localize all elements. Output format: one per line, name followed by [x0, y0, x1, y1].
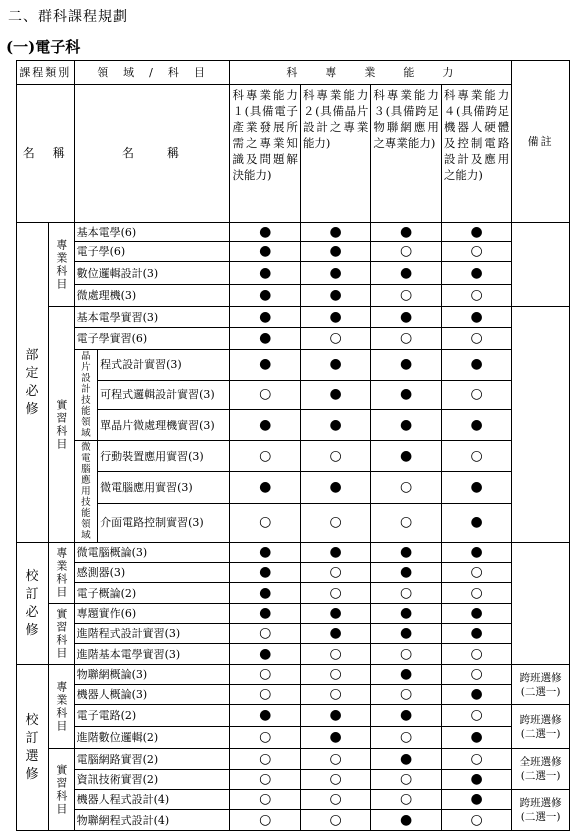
table-row	[17, 307, 570, 328]
course-name: 資訊技術實習(2)	[74, 770, 230, 790]
filled-circle-icon: ●	[230, 583, 300, 604]
course-name: 電腦網路實習(2)	[74, 749, 230, 770]
filled-circle-icon: ●	[300, 472, 370, 503]
filled-circle-icon: ●	[441, 604, 511, 624]
filled-circle-icon: ●	[300, 350, 370, 381]
course-name: 機器人程式設計(4)	[74, 790, 230, 810]
table-row	[17, 810, 570, 831]
course-name: 可程式邏輯設計實習(3)	[98, 380, 230, 409]
filled-circle-icon: ●	[441, 543, 511, 563]
empty-circle-icon: ○	[441, 644, 511, 665]
filled-circle-icon: ●	[371, 380, 441, 409]
subcategory	[49, 665, 75, 749]
filled-circle-icon: ●	[371, 223, 441, 242]
course-name: 進階基本電學實習(3)	[74, 644, 230, 665]
filled-circle-icon: ●	[371, 604, 441, 624]
empty-circle-icon: ○	[371, 583, 441, 604]
empty-circle-icon: ○	[371, 770, 441, 790]
table-row	[17, 583, 570, 604]
empty-circle-icon: ○	[300, 583, 370, 604]
filled-circle-icon: ●	[230, 604, 300, 624]
empty-circle-icon: ○	[230, 810, 300, 831]
table-row	[17, 328, 570, 350]
empty-circle-icon: ○	[441, 810, 511, 831]
competency-1: 科專業能力１(具備電子產業發展所需之專業知識及問題解決能力)	[230, 85, 300, 223]
filled-circle-icon: ●	[441, 262, 511, 285]
filled-circle-icon: ●	[371, 749, 441, 770]
table-row	[17, 262, 570, 285]
filled-circle-icon: ●	[441, 503, 511, 543]
empty-circle-icon: ○	[371, 503, 441, 543]
filled-circle-icon: ●	[441, 624, 511, 644]
table-row	[17, 410, 570, 441]
course-name: 微電腦應用實習(3)	[98, 472, 230, 503]
empty-circle-icon: ○	[371, 328, 441, 350]
filled-circle-icon: ●	[230, 563, 300, 583]
filled-circle-icon: ●	[441, 727, 511, 749]
empty-circle-icon: ○	[300, 790, 370, 810]
filled-circle-icon: ●	[300, 705, 370, 727]
competency-3: 科專業能力３(具備跨足物聯網應用之專業能力)	[371, 85, 441, 223]
filled-circle-icon: ●	[371, 350, 441, 381]
filled-circle-icon: ●	[230, 472, 300, 503]
filled-circle-icon: ●	[441, 307, 511, 328]
filled-circle-icon: ●	[371, 543, 441, 563]
course-name: 行動裝置應用實習(3)	[98, 441, 230, 472]
header-category-type: 課程類別	[17, 61, 75, 85]
course-name: 專題實作(6)	[74, 604, 230, 624]
empty-circle-icon: ○	[300, 810, 370, 831]
remark-note: 全班選修(二選一)	[512, 749, 570, 790]
course-name: 微電腦概論(3)	[74, 543, 230, 563]
table-row	[17, 223, 570, 242]
empty-circle-icon: ○	[441, 705, 511, 727]
department-heading: (一)電子科	[6, 38, 81, 56]
empty-circle-icon: ○	[441, 665, 511, 685]
filled-circle-icon: ●	[300, 727, 370, 749]
table-row	[17, 624, 570, 644]
empty-circle-icon: ○	[441, 380, 511, 409]
table-row	[17, 604, 570, 624]
filled-circle-icon: ●	[230, 705, 300, 727]
competency-4: 科專業能力４(具備跨足機器人硬體及控制電路設計及應用之能力)	[441, 85, 511, 223]
table-row	[17, 380, 570, 409]
filled-circle-icon: ●	[230, 242, 300, 262]
table-row	[17, 644, 570, 665]
table-row	[17, 242, 570, 262]
empty-circle-icon: ○	[441, 441, 511, 472]
empty-circle-icon: ○	[230, 749, 300, 770]
filled-circle-icon: ●	[371, 665, 441, 685]
filled-circle-icon: ●	[371, 262, 441, 285]
empty-circle-icon: ○	[300, 749, 370, 770]
empty-circle-icon: ○	[441, 749, 511, 770]
category-group: 校訂選修	[17, 665, 49, 831]
header-remark: 備註	[512, 61, 570, 223]
subcategory	[49, 223, 75, 307]
subcategory	[49, 604, 75, 665]
course-name: 程式設計實習(3)	[98, 350, 230, 381]
filled-circle-icon: ●	[371, 705, 441, 727]
skill-field	[74, 350, 97, 441]
table-row	[17, 350, 570, 381]
header-name-right: 名 稱	[74, 85, 230, 223]
filled-circle-icon: ●	[230, 328, 300, 350]
header-name-left: 名 稱	[17, 85, 75, 223]
empty-circle-icon: ○	[230, 770, 300, 790]
remark-cell	[512, 543, 570, 665]
empty-circle-icon: ○	[230, 685, 300, 705]
table-row	[17, 685, 570, 705]
filled-circle-icon: ●	[441, 472, 511, 503]
remark-cell	[512, 223, 570, 307]
header-domain-subject: 領 域 / 科 目	[74, 61, 230, 85]
subcategory-label: 專業科目	[54, 238, 68, 291]
filled-circle-icon: ●	[371, 307, 441, 328]
header-competency: 科 專 業 能 力	[230, 61, 512, 85]
empty-circle-icon: ○	[300, 685, 370, 705]
remark-note: 跨班選修(二選一)	[512, 665, 570, 705]
filled-circle-icon: ●	[371, 410, 441, 441]
category-group: 部定必修	[17, 223, 49, 543]
subcategory-label: 專業科目	[54, 547, 68, 599]
empty-circle-icon: ○	[230, 503, 300, 543]
course-name: 數位邏輯設計(3)	[74, 262, 230, 285]
filled-circle-icon: ●	[300, 223, 370, 242]
filled-circle-icon: ●	[441, 410, 511, 441]
table-row	[17, 749, 570, 770]
course-name: 電子學(6)	[74, 242, 230, 262]
empty-circle-icon: ○	[300, 503, 370, 543]
filled-circle-icon: ●	[300, 380, 370, 409]
skill-field-label: 微電腦應用技能領域	[81, 442, 91, 541]
empty-circle-icon: ○	[441, 583, 511, 604]
subcategory	[49, 749, 75, 831]
table-row	[17, 472, 570, 503]
course-name: 物聯網程式設計(4)	[74, 810, 230, 831]
filled-circle-icon: ●	[371, 624, 441, 644]
section-heading: 二、群科課程規劃	[8, 9, 128, 25]
filled-circle-icon: ●	[230, 262, 300, 285]
subcategory-label: 專業科目	[54, 680, 68, 733]
course-name: 基本電學實習(3)	[74, 307, 230, 328]
empty-circle-icon: ○	[371, 685, 441, 705]
table-row	[17, 441, 570, 472]
course-name: 電子學實習(6)	[74, 328, 230, 350]
empty-circle-icon: ○	[230, 441, 300, 472]
remark-note: 跨班選修(二選一)	[512, 790, 570, 831]
skill-field-label: 晶片設計技能領域	[81, 351, 91, 439]
table-row	[17, 665, 570, 685]
empty-circle-icon: ○	[441, 242, 511, 262]
category-group: 校訂必修	[17, 543, 49, 665]
course-name: 進階數位邏輯(2)	[74, 727, 230, 749]
filled-circle-icon: ●	[230, 410, 300, 441]
empty-circle-icon: ○	[371, 285, 441, 307]
empty-circle-icon: ○	[300, 441, 370, 472]
empty-circle-icon: ○	[371, 242, 441, 262]
empty-circle-icon: ○	[371, 727, 441, 749]
filled-circle-icon: ●	[441, 685, 511, 705]
empty-circle-icon: ○	[371, 644, 441, 665]
table-row	[17, 503, 570, 543]
subcategory	[49, 307, 75, 543]
empty-circle-icon: ○	[441, 563, 511, 583]
filled-circle-icon: ●	[230, 644, 300, 665]
subcategory	[49, 543, 75, 604]
filled-circle-icon: ●	[371, 563, 441, 583]
table-row	[17, 285, 570, 307]
empty-circle-icon: ○	[230, 665, 300, 685]
empty-circle-icon: ○	[300, 563, 370, 583]
filled-circle-icon: ●	[300, 285, 370, 307]
filled-circle-icon: ●	[441, 223, 511, 242]
filled-circle-icon: ●	[230, 543, 300, 563]
table-row	[17, 727, 570, 749]
empty-circle-icon: ○	[300, 770, 370, 790]
empty-circle-icon: ○	[230, 380, 300, 409]
empty-circle-icon: ○	[371, 790, 441, 810]
skill-field	[74, 441, 97, 543]
course-name: 機器人概論(3)	[74, 685, 230, 705]
remark-cell	[512, 307, 570, 543]
filled-circle-icon: ●	[300, 604, 370, 624]
empty-circle-icon: ○	[230, 727, 300, 749]
table-row	[17, 543, 570, 563]
course-name: 物聯網概論(3)	[74, 665, 230, 685]
empty-circle-icon: ○	[441, 285, 511, 307]
empty-circle-icon: ○	[441, 328, 511, 350]
filled-circle-icon: ●	[300, 543, 370, 563]
course-name: 電子概論(2)	[74, 583, 230, 604]
filled-circle-icon: ●	[230, 307, 300, 328]
empty-circle-icon: ○	[300, 644, 370, 665]
subcategory-label: 實習科目	[54, 398, 68, 451]
filled-circle-icon: ●	[230, 350, 300, 381]
filled-circle-icon: ●	[230, 285, 300, 307]
course-competency-table	[16, 60, 570, 831]
filled-circle-icon: ●	[300, 624, 370, 644]
subcategory-label: 實習科目	[54, 763, 68, 816]
competency-2: 科專業能力２(具備晶片設計之專業能力)	[300, 85, 370, 223]
empty-circle-icon: ○	[300, 665, 370, 685]
course-name: 感測器(3)	[74, 563, 230, 583]
course-name: 微處理機(3)	[74, 285, 230, 307]
filled-circle-icon: ●	[300, 262, 370, 285]
empty-circle-icon: ○	[300, 328, 370, 350]
course-name: 電子電路(2)	[74, 705, 230, 727]
filled-circle-icon: ●	[441, 770, 511, 790]
table-row	[17, 563, 570, 583]
course-name: 單晶片微處理機實習(3)	[98, 410, 230, 441]
filled-circle-icon: ●	[300, 410, 370, 441]
empty-circle-icon: ○	[371, 472, 441, 503]
course-name: 進階程式設計實習(3)	[74, 624, 230, 644]
filled-circle-icon: ●	[441, 350, 511, 381]
filled-circle-icon: ●	[230, 223, 300, 242]
empty-circle-icon: ○	[230, 624, 300, 644]
table-row	[17, 705, 570, 727]
course-name: 基本電學(6)	[74, 223, 230, 242]
filled-circle-icon: ●	[371, 441, 441, 472]
filled-circle-icon: ●	[300, 307, 370, 328]
course-name: 介面電路控制實習(3)	[98, 503, 230, 543]
filled-circle-icon: ●	[441, 790, 511, 810]
filled-circle-icon: ●	[371, 810, 441, 831]
empty-circle-icon: ○	[230, 790, 300, 810]
table-row	[17, 770, 570, 790]
remark-note: 跨班選修(二選一)	[512, 705, 570, 749]
subcategory-label: 實習科目	[54, 608, 68, 660]
filled-circle-icon: ●	[300, 242, 370, 262]
